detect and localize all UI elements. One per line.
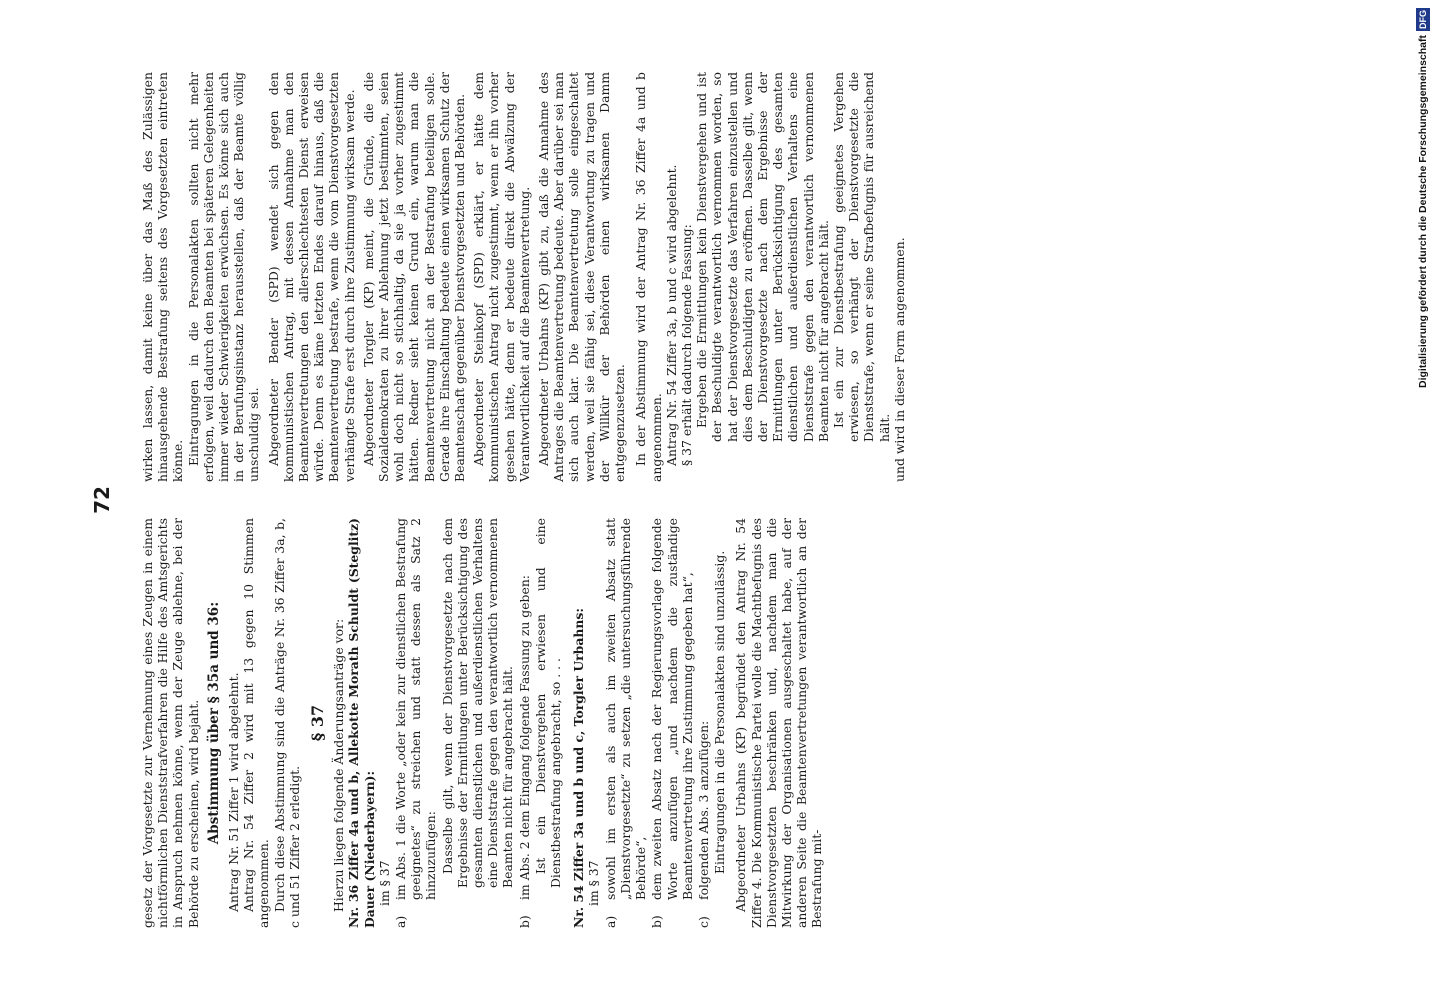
page-content xyxy=(90,72,1320,928)
paragraph: und wird in dieser Form angenommen. xyxy=(891,237,907,482)
paragraph: Abgeordneter Torgler (KP) meint, die Gründe, die die Sozialdemokraten zu ihrer Ablehnung jetzt bestimmten, seien wohl doch nicht so stichhaltig, da sie ja vorher zugestimmt hätten. Redner sieht keinen Grund ein, warum man die Beamtenvertretung nicht an der Bestrafung beteiligen solle. Gerade ihre Einschaltung bedeute einen wirksamen Schutz der Beamtenschaft gegenüber Dienstvorgesetzten und Behörden. xyxy=(360,72,468,482)
paragraph: Durch diese Abstimmung sind die Anträge Nr. 36 Ziffer 3a, b, c und 51 Ziffer 2 erledigt. xyxy=(271,518,302,928)
paragraph: gesetz der Vorgesetzte zur Vernehmung eines Zeugen in einem nichtförmlichen Dienststrafverfahren die Hilfe des Amtsgerichts in Anspruch nehmen könne, wenn der Zeuge ablehne, bei der Behörde zu erscheinen, wird bejaht. xyxy=(140,518,201,928)
vote-heading: Abstimmung über § 35a und 36: xyxy=(205,601,222,845)
section-heading: § 37 xyxy=(308,704,328,742)
item-label: b) xyxy=(649,915,665,928)
list-item xyxy=(517,518,532,928)
digitization-note-text-wrapper xyxy=(1416,8,1430,992)
paragraph: Antrag Nr. 54 Ziffer 2 wird mit 13 gegen 10 Stimmen angenommen. xyxy=(241,518,272,928)
paragraph: Hierzu liegen folgende Änderungsanträge vor: xyxy=(331,618,347,912)
amendment-heading: Nr. 36 Ziffer 4a und b, Allekotte Morath Schuldt (Steglitz) Dauer (Niederbayern): xyxy=(346,518,377,928)
quoted-text: Eintragungen in die Personalakten sind unzulässig. xyxy=(712,550,728,874)
text-columns xyxy=(140,72,1320,928)
amendment-heading: Nr. 54 Ziffer 3a und b und c, Torgler Urbahns: xyxy=(571,608,587,928)
paragraph: Abgeordneter Steinkopf (SPD) erklärt, er hätte dem kommunistischen Antrag nicht zugestimmt, wenn er ihn vorher gesehen hätte, denn er bedeute direkt die Abwälzung der Verantwortlichkeit auf die Beamtenvertretung. xyxy=(471,72,532,482)
item-text: im Abs. 1 die Worte „oder kein zur dienstlichen Bestrafung geeignetes“ zu streichen und statt dessen als Satz 2 hinzuzufügen: xyxy=(393,518,439,900)
paragraph: Abgeordneter Bender (SPD) wendet sich gegen den kommunistischen Antrag, mit dessen Annahme man den Beamtenvertretungen den allerschlechtesten Dienst erweisen würde. Denn es käme letzten Endes darauf hinaus, daß die Beamtenvertretung bestrafe, wenn die vom Dienstvorgesetzten verhängte Strafe erst durch ihre Zustimmung wirksam werde. xyxy=(265,72,357,482)
paragraph: In der Abstimmung wird der Antrag Nr. 36 Ziffer 4a und b angenommen. xyxy=(633,72,664,482)
item-text: folgenden Abs. 3 anzufügen: xyxy=(695,720,711,900)
dfg-logo: DFG xyxy=(1418,10,1428,29)
digitization-note-text: Digitalisierung gefördert durch die Deutsche Forschungsgemeinschaft xyxy=(1417,35,1429,388)
right-column xyxy=(140,72,1320,482)
paragraph: § 37 erhält dadurch folgende Fassung: xyxy=(678,224,694,466)
item-text: dem zweiten Absatz nach der Regierungsvorlage folgende Worte anzufügen „und nachdem die zuständige Beamtenvertretung ihre Zustimmung gegeben hat“, xyxy=(649,518,695,900)
item-text: im Abs. 2 dem Eingang folgende Fassung zu geben: xyxy=(516,575,532,900)
item-label: a) xyxy=(602,915,618,928)
list-item xyxy=(649,518,695,928)
left-column xyxy=(140,518,1320,928)
page-number: 72 xyxy=(90,486,114,514)
list-item xyxy=(393,518,439,928)
paragraph: wirken lassen, damit keine über das Maß des Zulässigen hinausgehende Bestrafung seitens des Vorgesetzten eintreten könne. xyxy=(140,72,186,482)
list-item xyxy=(696,518,711,928)
quoted-text: Ist ein zur Dienstbestrafung geeignetes Vergehen erwiesen, so verhängt der Dienstvorgesetzte die Dienststrafe, wenn er seine Strafbefugnis für ausreichend hält. xyxy=(830,72,892,442)
paragraph: Antrag Nr. 54 Ziffer 3a, b und c wird abgelehnt. xyxy=(663,164,679,466)
paragraph: Abgeordneter Urbahns (KP) gibt zu, daß die Annahme des Antrages die Beamtenvertretung bedeute. Aber darüber sei man sich auch klar. Die Beamtenvertretung solle eingeschaltet werden, weil sie fähig sei, diese Verantwortung zu tragen und der Willkür der Behörden einen wirksamen Damm entgegenzusetzen. xyxy=(536,72,628,482)
digitization-note xyxy=(1416,8,1430,992)
list-item xyxy=(603,518,649,928)
paragraph: im § 37 xyxy=(586,860,602,906)
item-label: a) xyxy=(393,915,409,928)
item-text: sowohl im ersten als auch im zweiten Absatz statt „Dienstvorgesetzte“ zu setzen „die untersuchungsführende Behörde“, xyxy=(602,518,649,900)
paragraph: Abgeordneter Urbahns (KP) begründet den Antrag Nr. 54 Ziffer 4. Die Kommunistische Partei wolle die Machtbefugnis des Dienstvorgesetzten beschränken und, nachdem man die Mitwirkung der Organisationen ausgeschaltet habe, auf der anderen Seite die Beamtenvertretungen verantwortlich an der Bestrafung mit- xyxy=(733,518,825,928)
item-label: b) xyxy=(516,915,532,928)
quoted-text: Dasselbe gilt, wenn der Dienstvorgesetzte nach dem Ergebnisse der Ermittlungen unter Berücksichtigung des gesamten dienstlichen und außerdienstlichen Verhaltens eine Dienststrafe gegen den verantwortlich vernommenen Beamten nicht für angebracht hält. xyxy=(439,518,516,888)
quoted-text: Ergeben die Ermittlungen kein Dienstvergehen und ist der Beschuldigte verantwortlich vernommen worden, so hat der Dienstvorgesetzte das Verfahren einzustellen und dies dem Beschuldigten zu eröffnen. Dasselbe gilt, wenn der Dienstvorgesetzte nach dem Ergebnisse der Ermittlungen unter Berücksichtigung des gesamten dienstlichen und außerdienstlichen Verhaltens eine Dienststrafe gegen den verantwortlich vernommenen Beamten nicht für angebracht hält. xyxy=(694,72,831,442)
item-label: c) xyxy=(695,916,711,928)
quoted-text: Ist ein Dienstvergehen erwiesen und eine Dienstbestrafung angebracht, so . . . xyxy=(532,518,564,888)
paragraph: Antrag Nr. 51 Ziffer 1 wird abgelehnt. xyxy=(226,672,242,912)
paragraph: im § 37 xyxy=(376,860,392,906)
paragraph: Eintragungen in die Personalakten sollten nicht mehr erfolgen, weil dadurch den Beamten bei späteren Gelegenheiten immer wieder Schwierigkeiten erwüchsen. Es könne sich auch in der Berufungsinstanz herausstellen, daß der Beamte völlig unschuldig sei. xyxy=(185,72,262,482)
